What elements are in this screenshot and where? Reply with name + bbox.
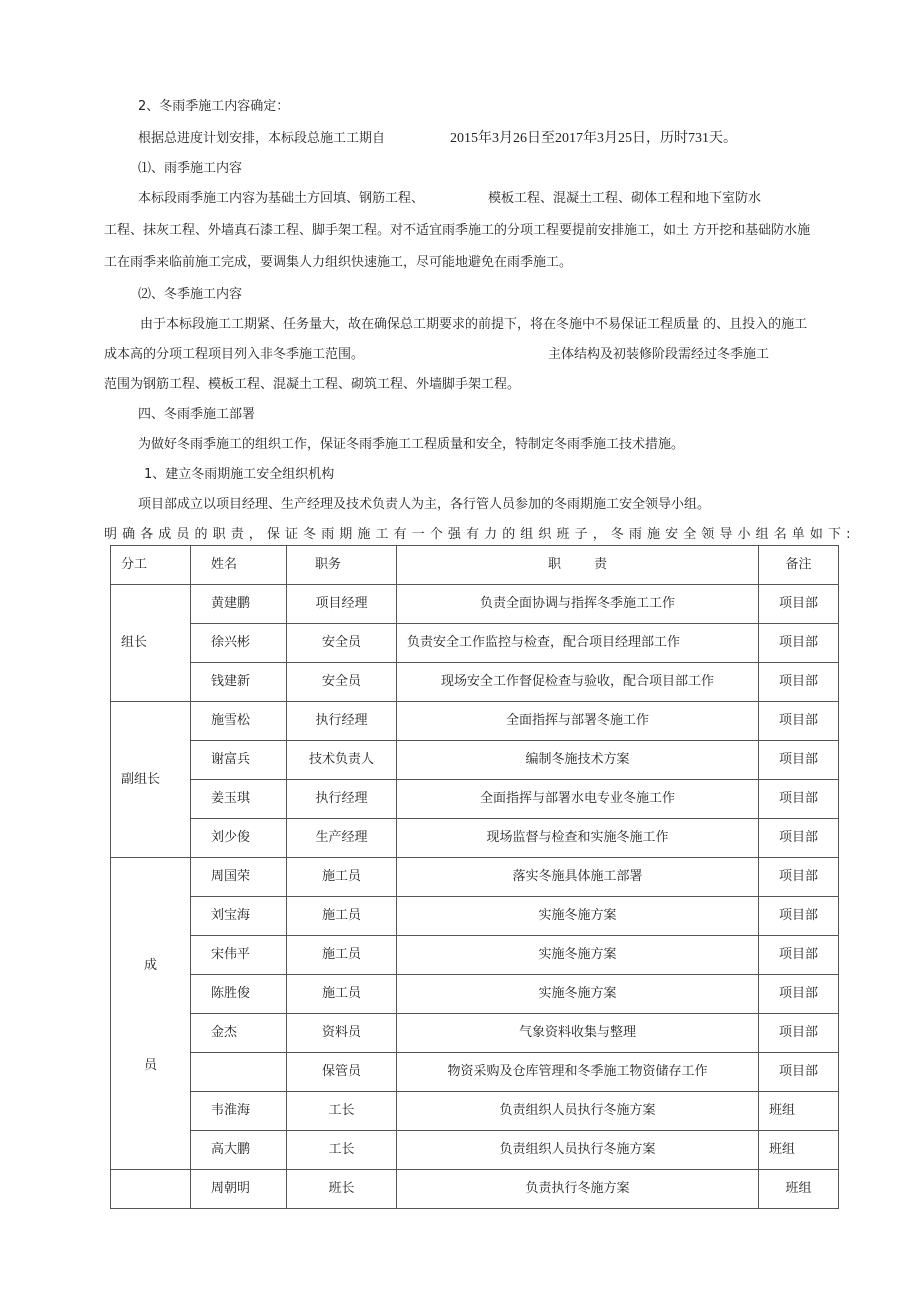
cell-name: 谢富兵 [191, 741, 287, 780]
header-duty: 职 责 [397, 546, 759, 585]
deployment-heading: 四、冬雨季施工部署 [138, 407, 256, 422]
cell-position: 安全员 [287, 663, 397, 702]
cell-position: 执行经理 [287, 702, 397, 741]
winter-season-line2-a: 成本高的分项工程项目列入非冬季施工范围。 [104, 347, 365, 362]
cell-position: 技术负责人 [287, 741, 397, 780]
deployment-para2: 明确各成员的职责，保证冬雨期施工有一个强有力的组织班子，冬雨施安全领导小组名单如下: [104, 527, 856, 542]
table-row [111, 663, 839, 702]
cell-remark: 班组 [759, 1170, 839, 1209]
cell-duty: 物资采购及仓库管理和冬季施工物资储存工作 [397, 1053, 759, 1092]
cell-name [191, 1053, 287, 1092]
cell-name: 金杰 [191, 1014, 287, 1053]
cell-duty: 实施冬施方案 [397, 975, 759, 1014]
cell-name: 徐兴彬 [191, 624, 287, 663]
cell-duty: 全面指挥与部署水电专业冬施工作 [397, 780, 759, 819]
cell-position: 安全员 [287, 624, 397, 663]
table-row [111, 858, 839, 897]
cell-name: 施雪松 [191, 702, 287, 741]
cell-name: 高大鹏 [191, 1131, 287, 1170]
cell-remark: 项目部 [759, 702, 839, 741]
table-row [111, 780, 839, 819]
rain-season-line3: 工在雨季来临前施工完成，要调集人力组织快速施工，尽可能地避免在雨季施工。 [104, 255, 573, 270]
cell-name: 黄建鹏 [191, 585, 287, 624]
rain-season-heading: ⑴、雨季施工内容 [138, 161, 243, 176]
cell-position: 施工员 [287, 858, 397, 897]
cell-remark: 项目部 [759, 663, 839, 702]
cell-duty: 现场安全工作督促检查与验收，配合项目部工作 [397, 663, 759, 702]
cell-name: 刘少俊 [191, 819, 287, 858]
deployment-para1: 项目部成立以项目经理、生产经理及技术负责人为主，各行管人员参加的冬雨期施工安全领导小组。 [138, 497, 711, 512]
schedule-dates: 2015年3月26日至2017年3月25日，历时731天。 [450, 131, 737, 146]
cell-name: 陈胜俊 [191, 975, 287, 1014]
cell-name: 周朝明 [191, 1170, 287, 1209]
table-row [111, 624, 839, 663]
cell-name: 周国荣 [191, 858, 287, 897]
cell-duty: 负责全面协调与指挥冬季施工工作 [397, 585, 759, 624]
table-row [111, 1170, 839, 1209]
header-position: 职务 [287, 546, 397, 585]
cell-position: 施工员 [287, 897, 397, 936]
cell-name: 钱建新 [191, 663, 287, 702]
group-blank [111, 1170, 191, 1209]
cell-name: 宋伟平 [191, 936, 287, 975]
schedule-prefix: 根据总进度计划安排，本标段总施工工期自 [138, 131, 386, 146]
deployment-intro: 为做好冬雨季施工的组织工作，保证冬雨季施工工程质量和安全，特制定冬雨季施工技术措施。 [138, 437, 685, 452]
cell-position: 施工员 [287, 936, 397, 975]
cell-duty: 实施冬施方案 [397, 897, 759, 936]
table-row [111, 1053, 839, 1092]
cell-duty: 现场监督与检查和实施冬施工作 [397, 819, 759, 858]
cell-remark: 项目部 [759, 858, 839, 897]
table-row [111, 975, 839, 1014]
winter-season-heading: ⑵、冬季施工内容 [138, 287, 243, 302]
cell-remark: 项目部 [759, 1014, 839, 1053]
table-header-row [111, 546, 839, 585]
group-member-char-2: 员 [143, 1058, 157, 1073]
group-deputy: 副组长 [111, 702, 191, 858]
table-row [111, 936, 839, 975]
cell-duty: 实施冬施方案 [397, 936, 759, 975]
cell-remark: 项目部 [759, 975, 839, 1014]
cell-remark: 项目部 [759, 936, 839, 975]
table-row [111, 1014, 839, 1053]
table-row [111, 897, 839, 936]
cell-name: 刘宝海 [191, 897, 287, 936]
cell-position: 执行经理 [287, 780, 397, 819]
winter-season-line1: 由于本标段施工工期紧、任务量大，故在确保总工期要求的前提下，将在冬施中不易保证工程质量 的、且投入的施工 [140, 317, 808, 332]
cell-remark: 项目部 [759, 819, 839, 858]
cell-position: 保管员 [287, 1053, 397, 1092]
cell-remark: 班组 [759, 1092, 839, 1131]
cell-duty: 负责安全工作监控与检查，配合项目经理部工作 [397, 624, 759, 663]
rain-season-line1-a: 本标段雨季施工内容为基础土方回填、钢筋工程、 [138, 191, 425, 206]
cell-position: 资料员 [287, 1014, 397, 1053]
cell-remark: 项目部 [759, 624, 839, 663]
header-name: 姓名 [191, 546, 287, 585]
cell-duty: 全面指挥与部署冬施工作 [397, 702, 759, 741]
section-heading-content: 2、冬雨季施工内容确定： [138, 99, 290, 114]
table-row [111, 585, 839, 624]
table-row [111, 819, 839, 858]
safety-team-table [110, 545, 839, 1209]
winter-season-line2-b: 主体结构及初装修阶段需经过冬季施工 [548, 347, 770, 362]
cell-name: 姜玉琪 [191, 780, 287, 819]
cell-position: 工长 [287, 1092, 397, 1131]
table-row [111, 1092, 839, 1131]
group-member-char-1: 成 [143, 958, 157, 973]
table-row [111, 1131, 839, 1170]
rain-season-line1-b: 模板工程、混凝土工程、砌体工程和地下室防水 [488, 191, 762, 206]
cell-name: 韦淮海 [191, 1092, 287, 1131]
cell-duty: 编制冬施技术方案 [397, 741, 759, 780]
cell-position: 班长 [287, 1170, 397, 1209]
header-division: 分工 [111, 546, 191, 585]
cell-duty: 气象资料收集与整理 [397, 1014, 759, 1053]
cell-duty: 负责执行冬施方案 [397, 1170, 759, 1209]
table-row [111, 702, 839, 741]
cell-duty: 落实冬施具体施工部署 [397, 858, 759, 897]
winter-season-line3: 范围为钢筋工程、模板工程、混凝土工程、砌筑工程、外墙脚手架工程。 [104, 377, 521, 392]
cell-remark: 班组 [759, 1131, 839, 1170]
group-member [111, 858, 191, 1170]
cell-remark: 项目部 [759, 780, 839, 819]
cell-remark: 项目部 [759, 1053, 839, 1092]
group-leader: 组长 [111, 585, 191, 702]
table-row [111, 741, 839, 780]
cell-remark: 项目部 [759, 585, 839, 624]
rain-season-line2: 工程、抹灰工程、外墙真石漆工程、脚手架工程。对不适宜雨季施工的分项工程要提前安排施工，如土 方开挖和基础防水施 [104, 223, 811, 238]
cell-position: 施工员 [287, 975, 397, 1014]
cell-position: 工长 [287, 1131, 397, 1170]
cell-remark: 项目部 [759, 897, 839, 936]
deployment-sub-heading: 1、建立冬雨期施工安全组织机构 [144, 467, 335, 482]
header-remark: 备注 [759, 546, 839, 585]
cell-position: 项目经理 [287, 585, 397, 624]
cell-remark: 项目部 [759, 741, 839, 780]
cell-duty: 负责组织人员执行冬施方案 [397, 1092, 759, 1131]
cell-position: 生产经理 [287, 819, 397, 858]
cell-duty: 负责组织人员执行冬施方案 [397, 1131, 759, 1170]
